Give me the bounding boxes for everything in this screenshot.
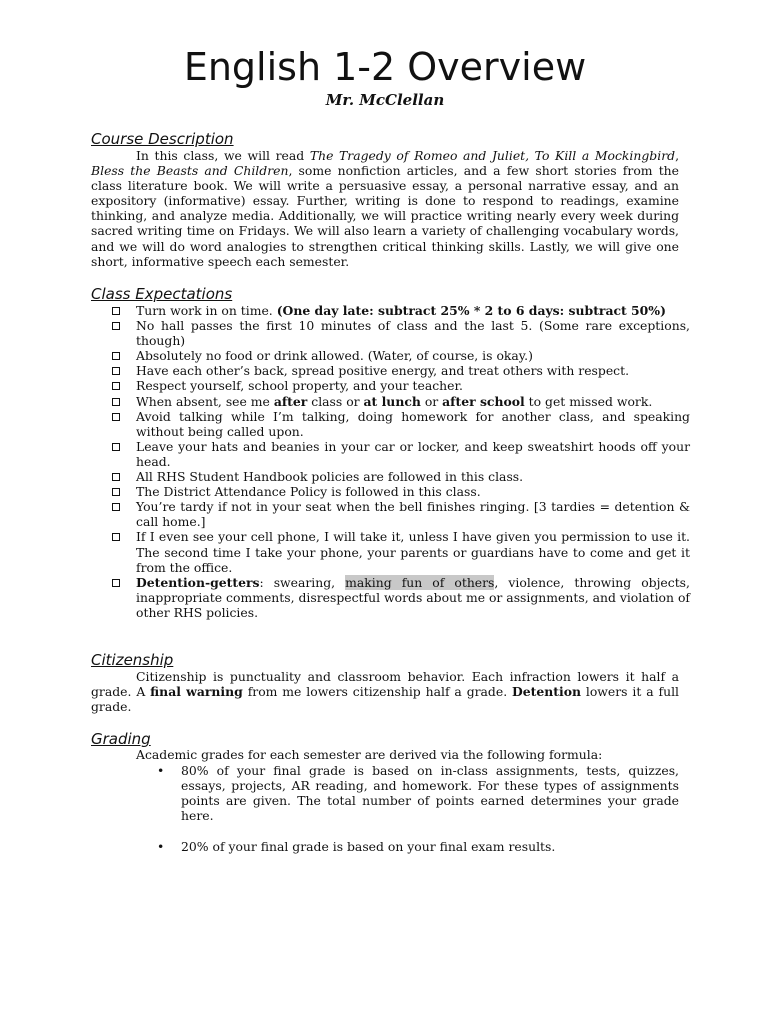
checkbox-bullet-icon [112,352,120,360]
grading-list [157,763,679,823]
citizenship-text: Citizenship is punctuality and classroom behavior. Each infraction lowers it half a grade. A final warning from me lowers citizenship half a grade. Detention lowers it a full grade. [91,669,679,715]
checkbox-bullet-icon [112,307,120,315]
checkbox-bullet-icon [112,382,120,390]
grading-list-2 [157,839,679,854]
list-item: The District Attendance Policy is followed in this class. [112,484,690,499]
checkbox-bullet-icon [112,413,120,421]
list-item: • 80% of your final grade is based on in-class assignments, tests, quizzes, essays, projects, AR reading, and homework. For these types of assignments points are given. The total number of points earned determines your grade here. [157,763,679,824]
list-item: Leave your hats and beanies in your car or locker, and keep sweatshirt hoods off your head. [112,439,690,469]
course-description-heading: Course Description [91,130,234,148]
page-title: English 1-2 Overview [183,45,587,89]
list-item: You’re tardy if not in your seat when the bell finishes ringing. [3 tardies = detention & call home.] [112,499,690,529]
grading-heading: Grading [91,730,151,748]
checkbox-bullet-icon [112,322,120,330]
teacher-name: Mr. McClellan [325,91,445,109]
list-item: Detention-getters: swearing, making fun of others, violence, throwing objects, inappropriate comments, disrespectful words about me or assignments, and violation of other RHS policies. [112,575,690,620]
list-item: • 20% of your final grade is based on your final exam results. [157,839,556,854]
grading-intro: Academic grades for each semester are derived via the following formula: [136,747,603,762]
list-item: Avoid talking while I’m talking, doing homework for another class, and speaking without being called upon. [112,409,690,439]
list-item: Absolutely no food or drink allowed. (Water, of course, is okay.) [112,348,690,363]
expectations-list [112,303,690,620]
checkbox-bullet-icon [112,398,120,406]
list-item: Turn work in on time. (One day late: subtract 25% * 2 to 6 days: subtract 50%) [112,303,690,318]
list-item: Respect yourself, school property, and your teacher. [112,378,690,393]
checkbox-bullet-icon [112,579,120,587]
checkbox-bullet-icon [112,367,120,375]
checkbox-bullet-icon [112,503,120,511]
bullet-icon: • [157,763,165,778]
checkbox-bullet-icon [112,443,120,451]
checkbox-bullet-icon [112,473,120,481]
bullet-icon: • [157,839,165,854]
list-item: Have each other’s back, spread positive energy, and treat others with respect. [112,363,690,378]
citizenship-heading: Citizenship [91,651,174,669]
list-item: All RHS Student Handbook policies are followed in this class. [112,469,690,484]
checkbox-bullet-icon [112,533,120,541]
class-expectations-heading: Class Expectations [91,285,233,303]
checkbox-bullet-icon [112,488,120,496]
highlighted-text: making fun of others [345,574,495,590]
list-item: When absent, see me after class or at lunch or after school to get missed work. [112,394,690,409]
list-item: If I even see your cell phone, I will take it, unless I have given you permission to use it. The second time I take your phone, your parents or guardians have to come and get it from the office. [112,529,690,574]
list-item: No hall passes the first 10 minutes of class and the last 5. (Some rare exceptions, though) [112,318,690,348]
course-description-text: In this class, we will read The Tragedy of Romeo and Juliet, To Kill a Mockingbird, Bless the Beasts and Children, some nonfiction articles, and a few short stories from the class literature book. We will write a persuasive essay, a personal narrative essay, and an expository (informative) essay. Further, writing is done to respond to readings, examine thinking, and analyze media. Additionally, we will practice writing nearly every week during sacred writing time on Fridays. We will also learn a variety of challenging vocabulary words, and we will do word analogies to strengthen critical thinking skills. Lastly, we will give one short, informative speech each semester. [91,148,680,269]
